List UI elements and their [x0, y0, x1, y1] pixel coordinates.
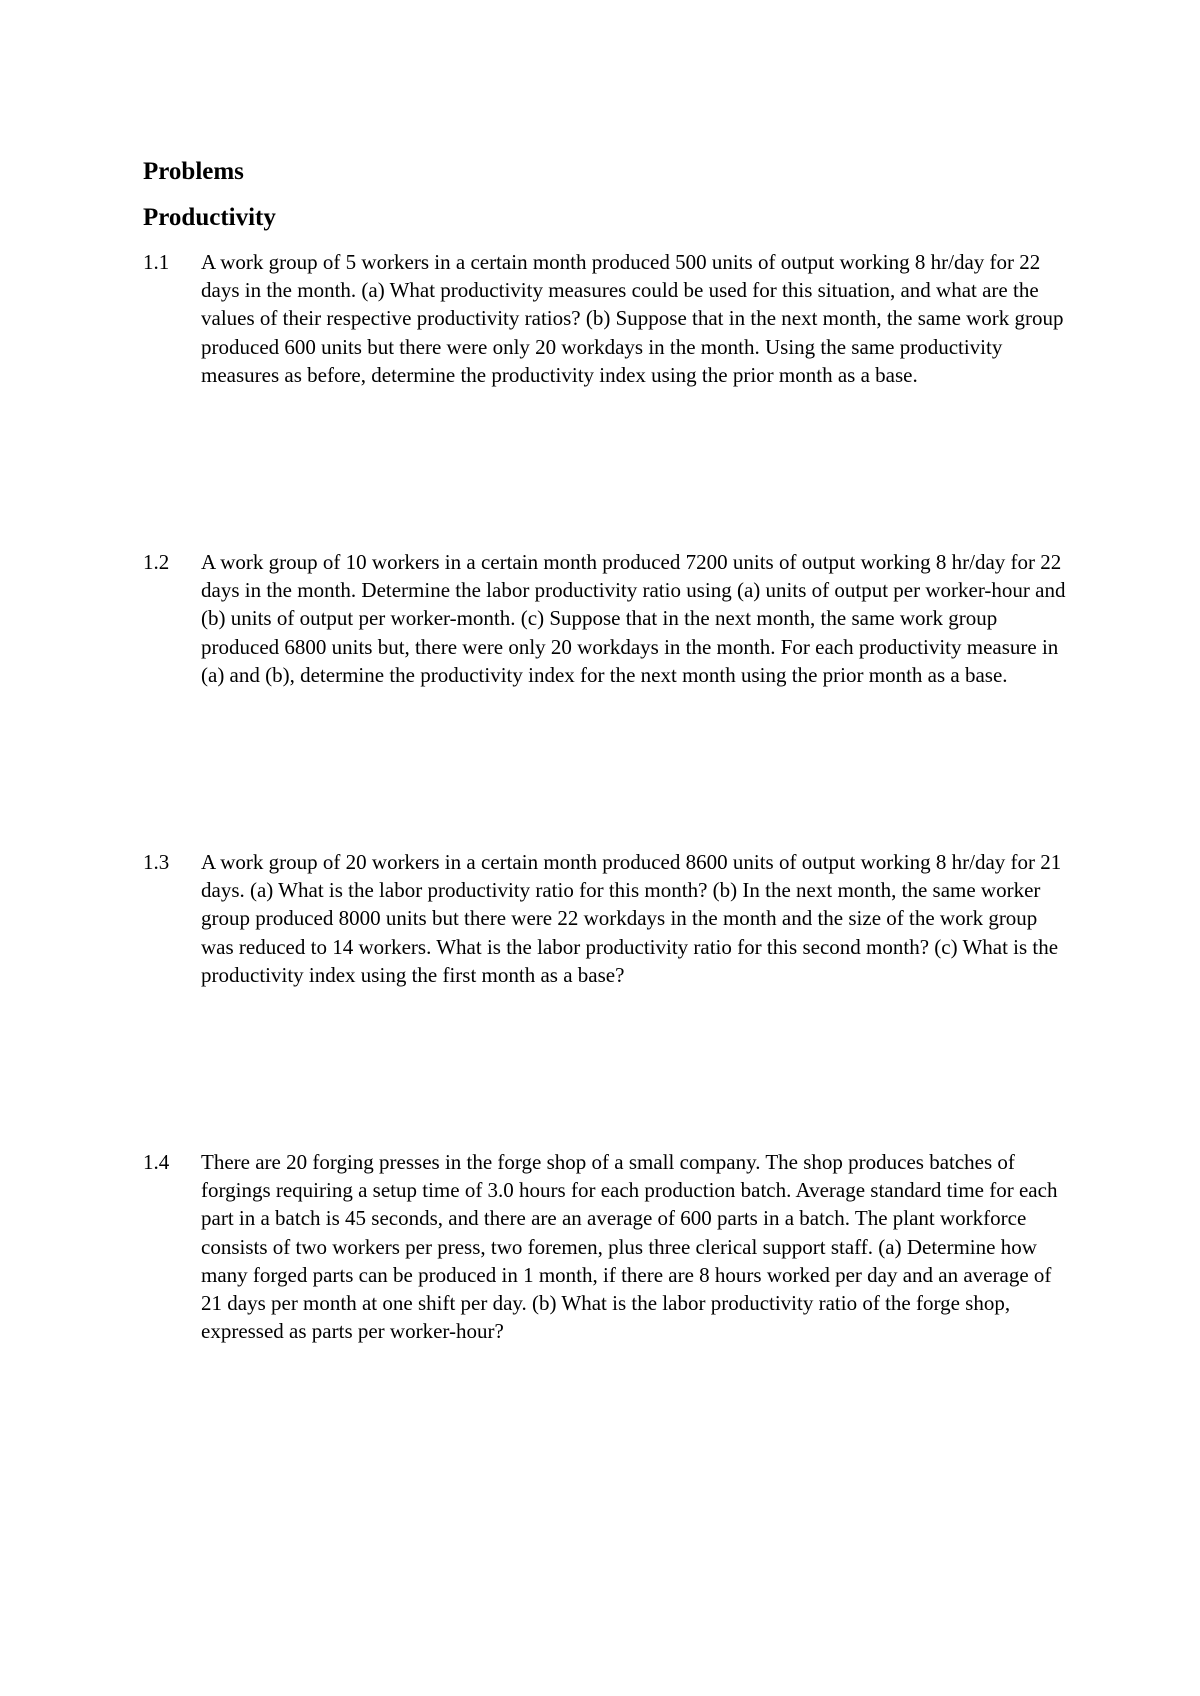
subsection-title: Productivity — [143, 204, 276, 231]
problem-text: A work group of 10 workers in a certain month produced 7200 units of output working 8 hr/day for 22 days in the month. Determine the labor productivity ratio using (a) units of output per worker-hour and (b) units of output per worker-month. (c) Suppose that in the next month, the same work group produced 6800 units but, there were only 20 workdays in the month. For each productivity measure in (a) and (b), determine the productivity index for the next month using the prior month as a base. — [201, 550, 1066, 687]
problem-item — [143, 548, 1073, 689]
problem-item — [143, 848, 1073, 989]
problem-number: 1.3 — [143, 850, 170, 874]
section-title: Problems — [143, 158, 244, 185]
problem-item — [143, 1148, 1073, 1345]
problem-text: A work group of 5 workers in a certain month produced 500 units of output working 8 hr/day for 22 days in the month. (a) What productivity measures could be used for this situation, and what are the values of their respective productivity ratios? (b) Suppose that in the next month, the same work group produced 600 units but there were only 20 workdays in the month. Using the same productivity measures as before, determine the productivity index using the prior month as a base. — [201, 250, 1064, 387]
problem-text: A work group of 20 workers in a certain month produced 8600 units of output working 8 hr/day for 21 days. (a) What is the labor productivity ratio for this month? (b) In the next month, the same worker group produced 8000 units but there were 22 workdays in the month and the size of the work group was reduced to 14 workers. What is the labor productivity ratio for this second month? (c) What is the productivity index using the first month as a base? — [201, 850, 1062, 987]
problem-item — [143, 248, 1073, 389]
problem-number: 1.4 — [143, 1150, 170, 1174]
problem-number: 1.2 — [143, 550, 170, 574]
problem-text: There are 20 forging presses in the forge shop of a small company. The shop produces batches of forgings requiring a setup time of 3.0 hours for each production batch. Average standard time for each part in a batch is 45 seconds, and there are an average of 600 parts in a batch. The plant workforce consists of two workers per press, two foremen, plus three clerical support staff. (a) Determine how many forged parts can be produced in 1 month, if there are 8 hours worked per day and an average of 21 days per month at one shift per day. (b) What is the labor productivity ratio of the forge shop, expressed as parts per worker-hour? — [201, 1150, 1058, 1344]
problem-number: 1.1 — [143, 250, 170, 274]
